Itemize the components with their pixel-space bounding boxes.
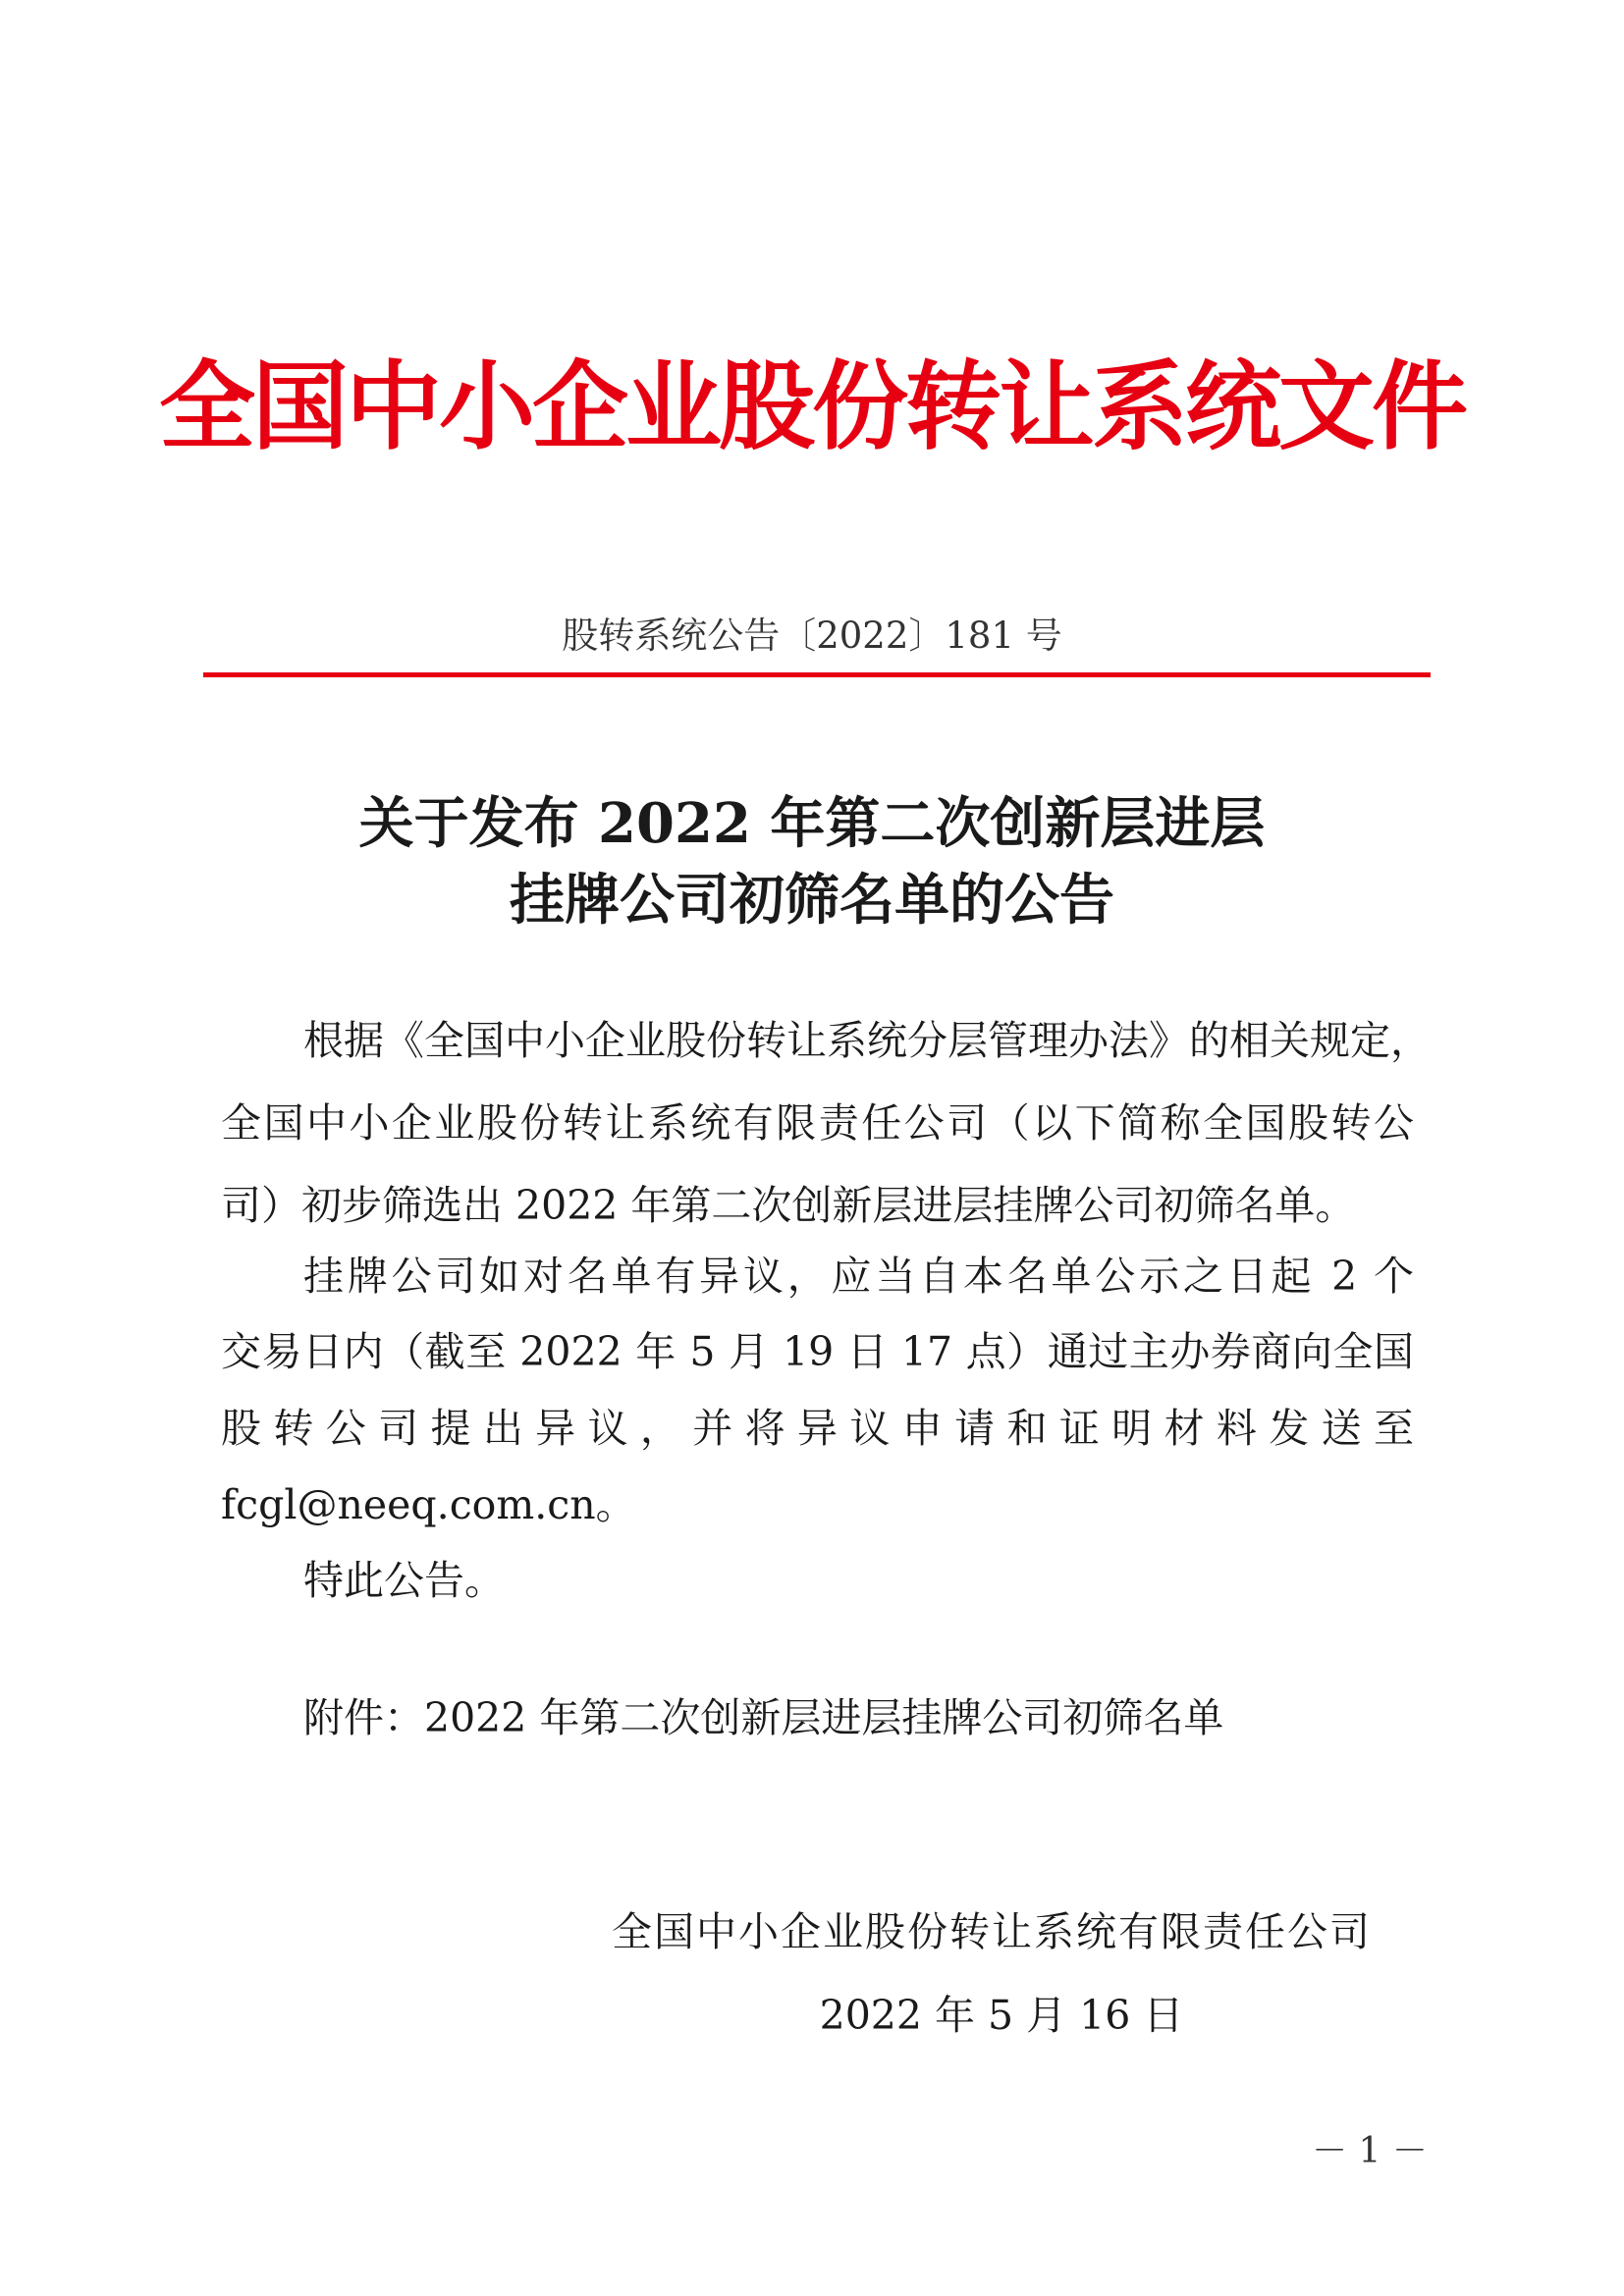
paragraph-line: 全国中小企业股份转让系统有限责任公司（以下简称全国股转公 xyxy=(221,1099,1414,1147)
paragraph-line: 股转公司提出异议，并将异议申请和证明材料发送至 xyxy=(221,1405,1414,1452)
announcement-title xyxy=(0,785,1624,938)
email-line: fcgl@neeq.com.cn。 xyxy=(221,1481,636,1528)
paragraph-line: 根据《全国中小企业股份转让系统分层管理办法》的相关规定， xyxy=(303,1017,1431,1064)
paragraph-line: 交易日内（截至 2022 年 5 月 19 日 17 点）通过主办券商向全国 xyxy=(221,1328,1414,1375)
paragraph-line: 司）初步筛选出 2022 年第二次创新层进层挂牌公司初筛名单。 xyxy=(221,1182,1356,1229)
title-line-1: 关于发布 2022 年第二次创新层进层 xyxy=(358,791,1266,856)
attachment-line: 附件：2022 年第二次创新层进层挂牌公司初筛名单 xyxy=(303,1694,1224,1741)
body-paragraph-1 xyxy=(221,1011,1431,1229)
body-paragraph-2 xyxy=(221,1247,1414,1541)
closing-text: 特此公告。 xyxy=(303,1557,505,1604)
page-number: － 1 － xyxy=(1312,2131,1428,2171)
masthead-title: 全国中小企业股份转让系统文件 xyxy=(158,351,1465,463)
document-number: 股转系统公告〔2022〕181 号 xyxy=(562,614,1062,657)
red-divider xyxy=(203,672,1431,677)
signature-date: 2022 年 5 月 16 日 xyxy=(819,1992,1184,2039)
signature-organization: 全国中小企业股份转让系统有限责任公司 xyxy=(612,1908,1372,1955)
title-line-2: 挂牌公司初筛名单的公告 xyxy=(510,868,1114,933)
paragraph-line: 挂牌公司如对名单有异议，应当自本名单公示之日起 2 个 xyxy=(303,1253,1414,1300)
